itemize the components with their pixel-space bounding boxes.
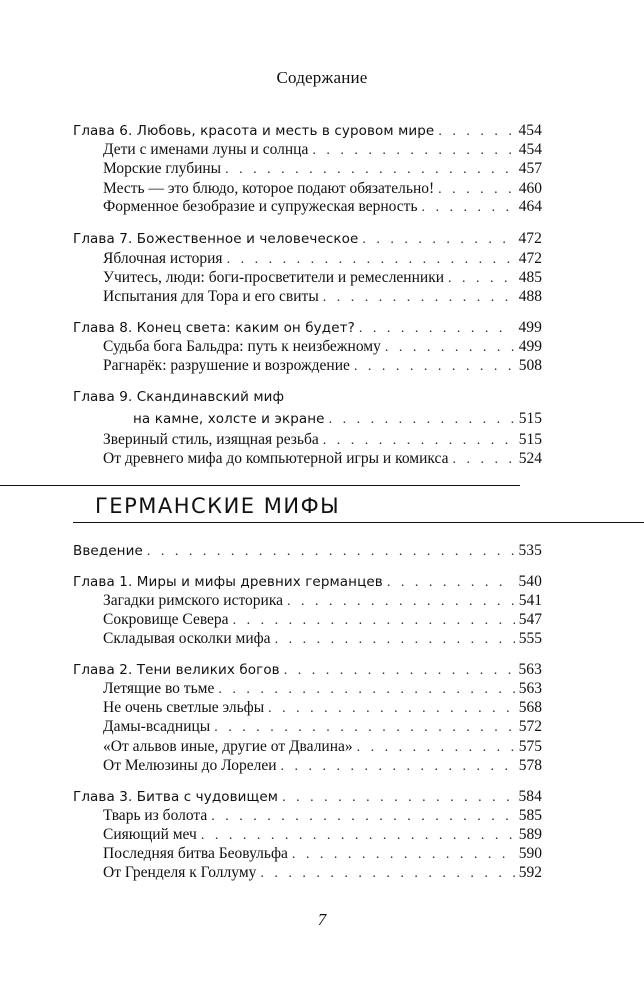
toc-entry[interactable] — [103, 756, 542, 776]
toc-page-number: 563 — [518, 661, 542, 678]
toc-entry-title: Дамы-всадницы — [103, 718, 211, 735]
toc-page-number: 540 — [518, 573, 542, 590]
toc-page-number: 590 — [518, 845, 542, 862]
toc-page-number: 515 — [518, 431, 542, 448]
toc-entry[interactable] — [103, 629, 542, 649]
toc-entry-chapter[interactable] — [73, 229, 542, 249]
toc-page-number: 585 — [518, 807, 542, 824]
toc-entry[interactable] — [103, 698, 542, 718]
toc-page-number: 515 — [518, 410, 542, 427]
toc-page-number: 535 — [518, 542, 542, 559]
toc-entry[interactable] — [103, 737, 542, 757]
toc-entry-title: Глава 7. Божественное и человеческое — [73, 231, 359, 247]
toc-page-number: 457 — [518, 160, 542, 177]
toc-entry-chapter[interactable] — [73, 660, 542, 680]
toc-entry[interactable] — [103, 249, 542, 269]
toc-entry[interactable] — [103, 197, 542, 217]
dot-leader — [268, 699, 515, 719]
toc-entry[interactable] — [103, 356, 542, 376]
toc-entry-title: Месть — это блюдо, которое подают обязательно! — [103, 180, 435, 197]
toc-entry-title: Складывая осколки мифа — [103, 630, 271, 647]
toc-entry[interactable] — [103, 825, 542, 845]
toc-page-number: 464 — [518, 198, 542, 215]
toc-entry[interactable] — [103, 179, 542, 199]
toc-page-number: 454 — [518, 122, 542, 139]
page-number: 7 — [317, 910, 327, 929]
toc-page-number: 578 — [518, 757, 542, 774]
toc-page-number: 508 — [518, 357, 542, 374]
toc-entry-title: Не очень светлые эльфы — [103, 699, 265, 716]
dot-leader — [357, 738, 515, 758]
toc-page-number: 499 — [518, 319, 542, 336]
toc-entry-title: Глава 8. Конец света: каким он будет? — [73, 320, 355, 336]
toc-entry-title: Последняя битва Беовульфа — [103, 845, 288, 862]
dot-leader — [287, 592, 515, 612]
toc-page-number: 488 — [518, 288, 542, 305]
toc-entry-chapter[interactable] — [73, 121, 542, 141]
toc-page-number: 454 — [518, 141, 542, 158]
dot-leader — [387, 573, 515, 593]
toc-entry-title: Глава 3. Битва с чудовищем — [73, 789, 279, 805]
toc-entry[interactable] — [103, 337, 542, 357]
toc-entry-title: Дети с именами луны и солнца — [103, 141, 309, 158]
toc-page-number: 575 — [518, 738, 542, 755]
dot-leader — [201, 826, 515, 846]
toc-page-number: 555 — [518, 630, 542, 647]
dot-leader — [354, 357, 515, 377]
toc-entry-title: Форменное безобразие и супружеская верность — [103, 198, 418, 215]
toc-page-number: 584 — [518, 788, 542, 805]
toc-page-number: 589 — [518, 826, 542, 843]
toc-entry[interactable] — [103, 610, 542, 630]
toc-page-number: 592 — [518, 864, 542, 881]
toc-page-number: 568 — [518, 699, 542, 716]
toc-entry-title: на камне, холсте и экране — [133, 411, 325, 427]
dot-leader — [233, 611, 515, 631]
toc-entry[interactable] — [103, 287, 542, 307]
toc-page-number: 524 — [518, 450, 542, 467]
toc-entry-title: От Мелюзины до Лорелеи — [103, 757, 277, 774]
dot-leader — [275, 630, 515, 650]
dot-leader — [448, 269, 515, 289]
toc-entry-title: От древнего мифа до компьютерной игры и комикса — [103, 450, 449, 467]
toc-entry-title: Звериный стиль, изящная резьба — [103, 431, 319, 448]
dot-leader — [329, 410, 515, 430]
dot-leader — [225, 160, 515, 180]
toc-entry-title: Загадки римского историка — [103, 592, 284, 609]
toc-entry[interactable] — [103, 591, 542, 611]
dot-leader — [362, 230, 514, 250]
toc-page-number: 472 — [518, 230, 542, 247]
toc-entry-chapter[interactable] — [73, 387, 542, 407]
toc-entry-title: Глава 2. Тени великих богов — [73, 662, 280, 678]
dot-leader — [422, 198, 515, 218]
toc-entry[interactable] — [103, 449, 542, 469]
dot-leader — [452, 450, 514, 470]
dot-leader — [284, 661, 515, 681]
section-title: ГЕРМАНСКИЕ МИФЫ — [95, 494, 341, 518]
toc-entry-title: Сияющий меч — [103, 826, 197, 843]
toc-entry[interactable] — [103, 806, 542, 826]
toc-entry-title: Летящие во тьме — [103, 680, 215, 697]
toc-entry-title: Тварь из болота — [103, 807, 208, 824]
dot-leader — [438, 122, 514, 142]
toc-entry[interactable] — [103, 844, 542, 864]
toc-entry-chapter[interactable] — [73, 318, 542, 338]
toc-entry-title: Глава 1. Миры и мифы древних германцев — [73, 574, 383, 590]
toc-entry[interactable] — [103, 863, 542, 883]
toc-entry-title: Испытания для Тора и его свиты — [103, 288, 319, 305]
dot-leader — [147, 542, 515, 562]
toc-entry-title: Сокровище Севера — [103, 611, 229, 628]
toc-page-number: 541 — [518, 592, 542, 609]
toc-page-number: 572 — [518, 718, 542, 735]
dot-leader — [323, 288, 515, 308]
toc-entry-chapter[interactable] — [73, 787, 542, 807]
toc-entry-title: Введение — [73, 543, 143, 559]
dot-leader — [227, 250, 515, 270]
dot-leader — [218, 680, 514, 700]
toc-entry[interactable] — [103, 268, 542, 288]
toc-entry[interactable] — [103, 159, 542, 179]
toc-entry[interactable] — [103, 717, 542, 737]
toc-page-number: 563 — [518, 680, 542, 697]
toc-page-number: 547 — [518, 611, 542, 628]
toc-entry-title: Морские глубины — [103, 160, 222, 177]
toc-entry-title: Судьба бога Бальдра: путь к неизбежному — [103, 338, 381, 355]
toc-entry-title: Рагнарёк: разрушение и возрождение — [103, 357, 350, 374]
dot-leader — [312, 141, 514, 161]
dot-leader — [260, 864, 514, 884]
toc-entry-chapter[interactable] — [73, 541, 542, 561]
toc-entry[interactable] — [103, 430, 542, 450]
dot-leader — [281, 757, 515, 777]
toc-entry-title: Глава 6. Любовь, красота и месть в суровом мире — [73, 123, 435, 139]
toc-entry-title: «От альвов иные, другие от Двалина» — [103, 738, 353, 755]
toc-entry-title: Глава 9. Скандинавский миф — [73, 389, 285, 405]
toc-page-number: 499 — [518, 338, 542, 355]
toc-entry[interactable] — [103, 140, 542, 160]
dot-leader — [385, 338, 515, 358]
toc-page-number: 472 — [518, 250, 542, 267]
toc-entry-title: Учитесь, люди: боги-просветители и ремесленники — [103, 269, 445, 286]
toc-entry[interactable] — [103, 679, 542, 699]
dot-leader — [282, 788, 514, 808]
section-divider — [0, 485, 520, 486]
toc-entry-title: Яблочная история — [103, 250, 223, 267]
page-header: Содержание — [276, 68, 368, 87]
toc-page-number: 460 — [518, 180, 542, 197]
dot-leader — [211, 807, 515, 827]
dot-leader — [323, 431, 515, 451]
toc-entry-chapter[interactable] — [73, 572, 542, 592]
dot-leader — [214, 718, 515, 738]
toc-entry-title: От Гренделя к Голлуму — [103, 864, 257, 881]
toc-entry-chapter-continued[interactable] — [133, 409, 542, 429]
dot-leader — [292, 845, 515, 865]
toc-page-number: 485 — [518, 269, 542, 286]
dot-leader — [359, 319, 515, 339]
section-underline — [73, 522, 644, 523]
